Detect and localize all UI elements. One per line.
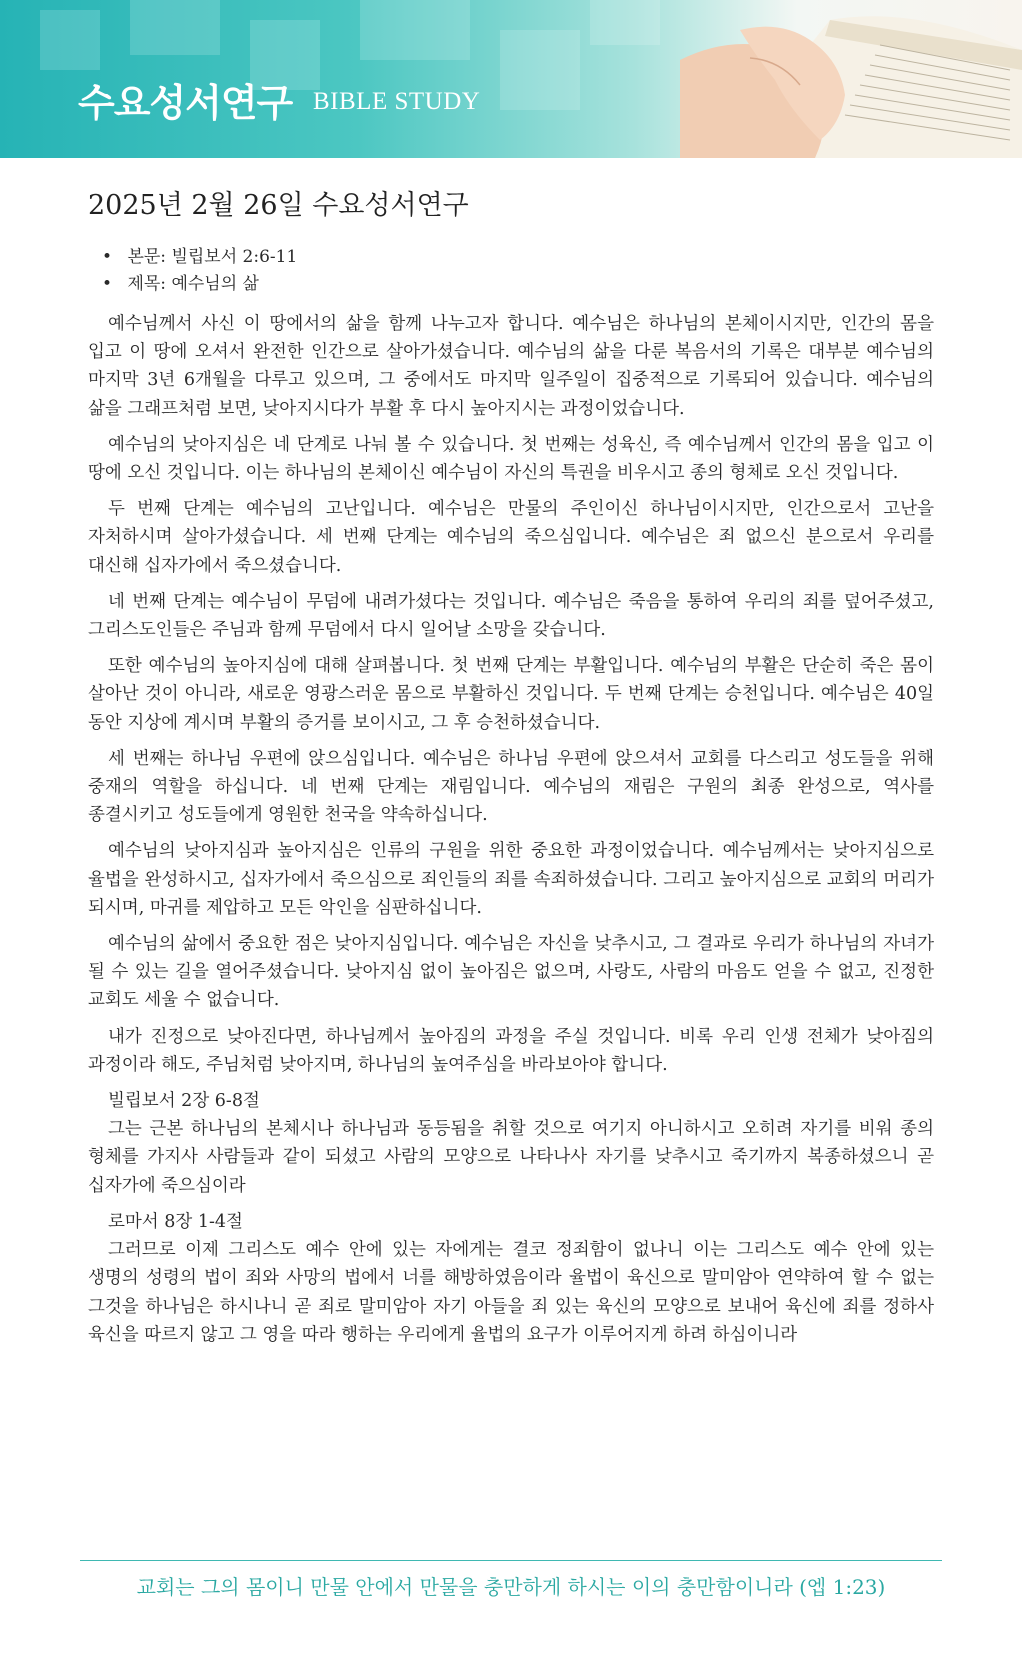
document-title: 2025년 2월 26일 수요성서연구 [88,190,469,221]
decorative-square [40,10,100,70]
body-paragraph: 내가 진정으로 낮아진다면, 하나님께서 높아짐의 과정을 주실 것입니다. 비록 우리 인생 전체가 낮아짐의 과정이라 해도, 주님처럼 낮아지며, 하나님의 높여주심을 바라보아야 합니다. [88,1026,934,1075]
body-paragraph: 또한 예수님의 높아지심에 대해 살펴봅니다. 첫 번째 단계는 부활입니다. 예수님의 부활은 단순히 죽은 몸이 살아난 것이 아니라, 새로운 영광스러운 몸으로 부활하신 것입니다. 두 번째 단계는 승천입니다. 예수님은 40일 동안 지상에 계시며 부활의 증거를 보이시고, 그 후 승천하셨습니다. [88,656,934,733]
body-paragraph: 세 번째는 하나님 우편에 앉으심입니다. 예수님은 하나님 우편에 앉으셔서 교회를 다스리고 성도들을 위해 중재의 역할을 하십니다. 네 번째 단계는 재림입니다. 예수님의 재림은 구원의 최종 완성으로, 역사를 종결시키고 성도들에게 영원한 천국을 약속하십니다. [88,748,934,826]
open-bible-with-hands-image [680,0,1022,158]
meta-label: 본문 : [127,247,171,267]
footer-divider [80,1560,942,1561]
decorative-square [590,0,660,45]
body-paragraph: 예수님의 삶에서 중요한 점은 낮아지심입니다. 예수님은 자신을 낮추시고, 그 결과로 우리가 하나님의 자녀가 될 수 있는 길을 열어주셨습니다. 낮아지심 없이 높아짐은 없으며, 사랑도, 사람의 마음도 얻을 수 없고, 진정한 교회도 세울 수 없습니다. [88,934,934,1011]
meta-item-subject [88,271,934,298]
body-paragraph: 예수님의 낮아지심은 네 단계로 나눠 볼 수 있습니다. 첫 번째는 성육신, 즉 예수님께서 인간의 몸을 입고 이 땅에 오신 것입니다. 이는 하나님의 본체이신 예수님이 자신의 특권을 비우시고 종의 형체로 오신 것입니다. [88,434,934,484]
body-paragraph: 예수님께서 사신 이 땅에서의 삶을 함께 나누고자 합니다. 예수님은 하나님의 본체이시지만, 인간의 몸을 입고 이 땅에 오셔서 완전한 인간으로 살아가셨습니다. 예수님의 삶을 다룬 복음서의 기록은 대부분 예수님의 마지막 3년 6개월을 다루고 있으며, 그 중에서도 마지막 일주일이 집중적으로 기록되어 있습니다. 예수님의 삶을 그래프처럼 보면, 낮아지시다가 부활 후 다시 높아지시는 과정이었습니다. [88,314,934,419]
meta-item-scripture [88,244,934,271]
banner-title: 수요성서연구 [78,81,293,125]
banner-subtitle: BIBLE STUDY [313,88,481,115]
decorative-square [360,0,470,60]
meta-value: 예수님의 삶 [171,274,259,294]
body-paragraph: 예수님의 낮아지심과 높아지심은 인류의 구원을 위한 중요한 과정이었습니다. 예수님께서는 낮아지심으로 율법을 완성하시고, 십자가에서 죽으심으로 죄인들의 죄를 속죄하셨습니다. 그리고 높아지심으로 교회의 머리가 되시며, 마귀를 제압하고 모든 악인을 심판하십니다. [88,841,934,918]
sermon-body [88,310,934,1349]
meta-value: 빌립보서 2:6-11 [171,247,298,267]
verse-reference: 빌립보서 2장 6-8절 [108,1091,260,1112]
body-paragraph: 두 번째 단계는 예수님의 고난입니다. 예수님은 만물의 주인이신 하나님이시지만, 인간으로서 고난을 자처하시며 살아가셨습니다. 세 번째 단계는 예수님의 죽으심입니다. 예수님은 죄 없으신 분으로서 우리를 대신해 십자가에서 죽으셨습니다. [88,499,934,576]
meta-list [88,244,934,298]
decorative-square [500,30,580,110]
meta-label: 제목 : [127,274,171,294]
verse-reference: 로마서 8장 1-4절 [108,1211,243,1232]
document-content [88,175,934,1357]
footer-verse: 교회는 그의 몸이니 만물 안에서 만물을 충만하게 하시는 이의 충만함이니라 (엡 1:23) [136,1575,886,1599]
header-banner [0,0,1022,158]
verse-text: 그는 근본 하나님의 본체시나 하나님과 동등됨을 취할 것으로 여기지 아니하시고 오히려 자기를 비워 종의 형체를 가지사 사람들과 같이 되셨고 사람의 모양으로 나타나사 자기를 낮추시고 죽기까지 복종하셨으니 곧 십자가에 죽으심이라 [88,1119,934,1196]
decorative-square [130,0,220,55]
body-paragraph: 네 번째 단계는 예수님이 무덤에 내려가셨다는 것입니다. 예수님은 죽음을 통하여 우리의 죄를 덮어주셨고, 그리스도인들은 주님과 함께 무덤에서 다시 일어날 소망을 갖습니다. [88,591,934,641]
verse-text: 그러므로 이제 그리스도 예수 안에 있는 자에게는 결코 정죄함이 없나니 이는 그리스도 예수 안에 있는 생명의 성령의 법이 죄와 사망의 법에서 너를 해방하였음이라 율법이 육신으로 말미암아 연약하여 할 수 없는 그것을 하나님은 하시나니 곧 죄로 말미암아 자기 아들을 죄 있는 육신의 모양으로 보내어 육신에 죄를 정하사 육신을 따르지 않고 그 영을 따라 행하는 우리에게 율법의 요구가 이루어지게 하려 하심이니라 [88,1240,934,1345]
